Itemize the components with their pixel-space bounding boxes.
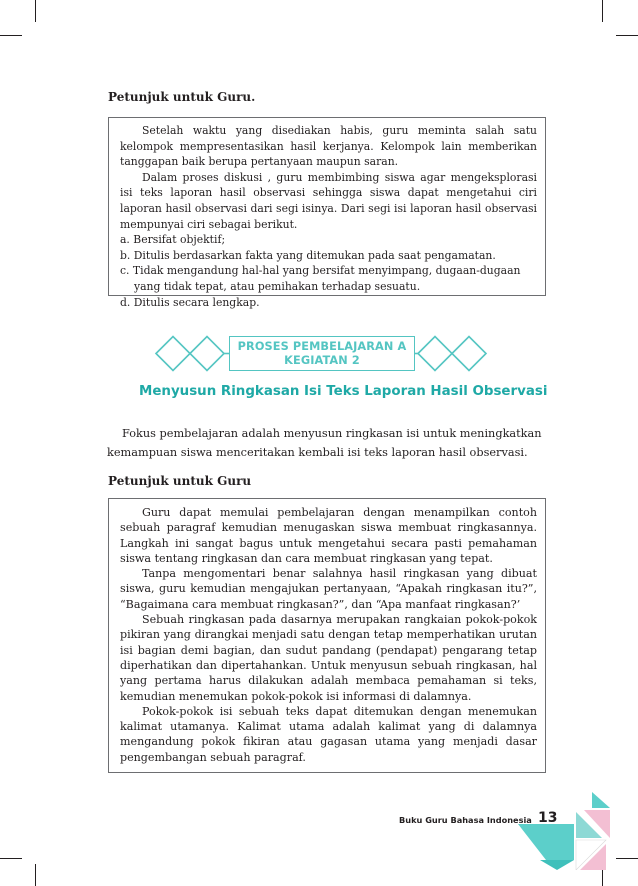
teacher-guide-box-1 xyxy=(108,117,546,309)
crop-mark xyxy=(35,0,36,22)
paragraph: Dalam proses diskusi , guru membimbing siswa agar mengeksplorasi isi teks laporan hasil observasi sehingga siswa dapat mengetahui ciri laporan hasil observasi dari segi isinya. Dari segi isi laporan hasil observasi mempunyai ciri sebagai berikut. xyxy=(120,170,537,231)
crop-mark xyxy=(602,0,603,22)
paragraph: Setelah waktu yang disediakan habis, guru meminta salah satu kelompok mempresentasikan hasil kerjanya. Kelompok lain memberikan tanggapan baik berupa pertanyaan maupun saran. xyxy=(120,124,537,169)
banner-label xyxy=(229,336,415,371)
footer-geometric-decoration-icon xyxy=(510,790,610,870)
list-item: c. Tidak mengandung hal-hal yang bersifat menyimpang, dugaan-dugaan yang tidak tepat, atau pemihakan terhadap sesuatu. xyxy=(120,264,521,293)
banner-line-2: KEGIATAN 2 xyxy=(284,353,360,367)
paragraph: Tanpa mengomentari benar salahnya hasil ringkasan yang dibuat siswa, guru kemudian mengajukan pertanyaan, “Apakah ringkasan itu?”, “Bagaimana cara membuat ringkasan?”, dan “Apa manfaat ringkasan?’ xyxy=(120,567,537,611)
crop-mark xyxy=(0,35,22,36)
intro-line: Fokus pembelajaran adalah menyusun ringkasan isi untuk meningkatkan xyxy=(122,427,542,440)
paragraph: Sebuah ringkasan pada dasarnya merupakan rangkaian pokok-pokok pikiran yang dirangkai menjadi satu dengan tetap memperhatikan urutan isi bagian demi bagian, dan sudut pandang (pendapat) pengarang tetap diperhatikan dan dipertahankan. Untuk menyusun sebuah ringkasan, hal yang pertama harus dilakukan adalah membaca pemahaman si teks, kemudian menemukan pokok-pokok isi informasi di dalamnya. xyxy=(120,613,537,703)
crop-mark xyxy=(0,858,22,859)
list-item: b. Ditulis berdasarkan fakta yang ditemukan pada saat pengamatan. xyxy=(120,248,496,262)
section1-heading: Petunjuk untuk Guru. xyxy=(108,90,256,104)
crop-mark xyxy=(616,858,638,859)
section-banner xyxy=(153,331,489,376)
book-title: Buku Guru Bahasa Indonesia xyxy=(399,815,532,825)
paragraph: Guru dapat memulai pembelajaran dengan menampilkan contoh sebuah paragraf kemudian menugaskan siswa membuat ringkasannya. Langkah ini sangat bagus untuk mengetahui secara pasti pemahaman siswa tentang ringkasan dan cara membuat ringkasan yang tepat. xyxy=(120,506,537,565)
page-number: 13 xyxy=(538,810,558,826)
list-item: d. Ditulis secara lengkap. xyxy=(120,295,260,309)
activity-subtitle: Menyusun Ringkasan Isi Teks Laporan Hasil Observasi xyxy=(139,384,548,399)
crop-mark xyxy=(35,864,36,886)
intro-line: kemampuan siswa menceritakan kembali isi teks laporan hasil observasi. xyxy=(107,445,528,459)
crop-mark xyxy=(616,35,638,36)
paragraph: Pokok-pokok isi sebuah teks dapat ditemukan dengan menemukan kalimat utamanya. Kalimat utama adalah kalimat yang di dalamnya mengandung pokok fikiran atau gagasan utama yang menjadi dasar pengembangan sebuah paragraf. xyxy=(120,704,537,764)
list-item: a. Bersifat objektif; xyxy=(120,233,226,247)
intro-paragraph xyxy=(108,425,546,462)
section2-heading: Petunjuk untuk Guru xyxy=(108,474,252,488)
banner-line-1: PROSES PEMBELAJARAN A xyxy=(237,339,407,353)
teacher-guide-box-2 xyxy=(108,498,546,773)
